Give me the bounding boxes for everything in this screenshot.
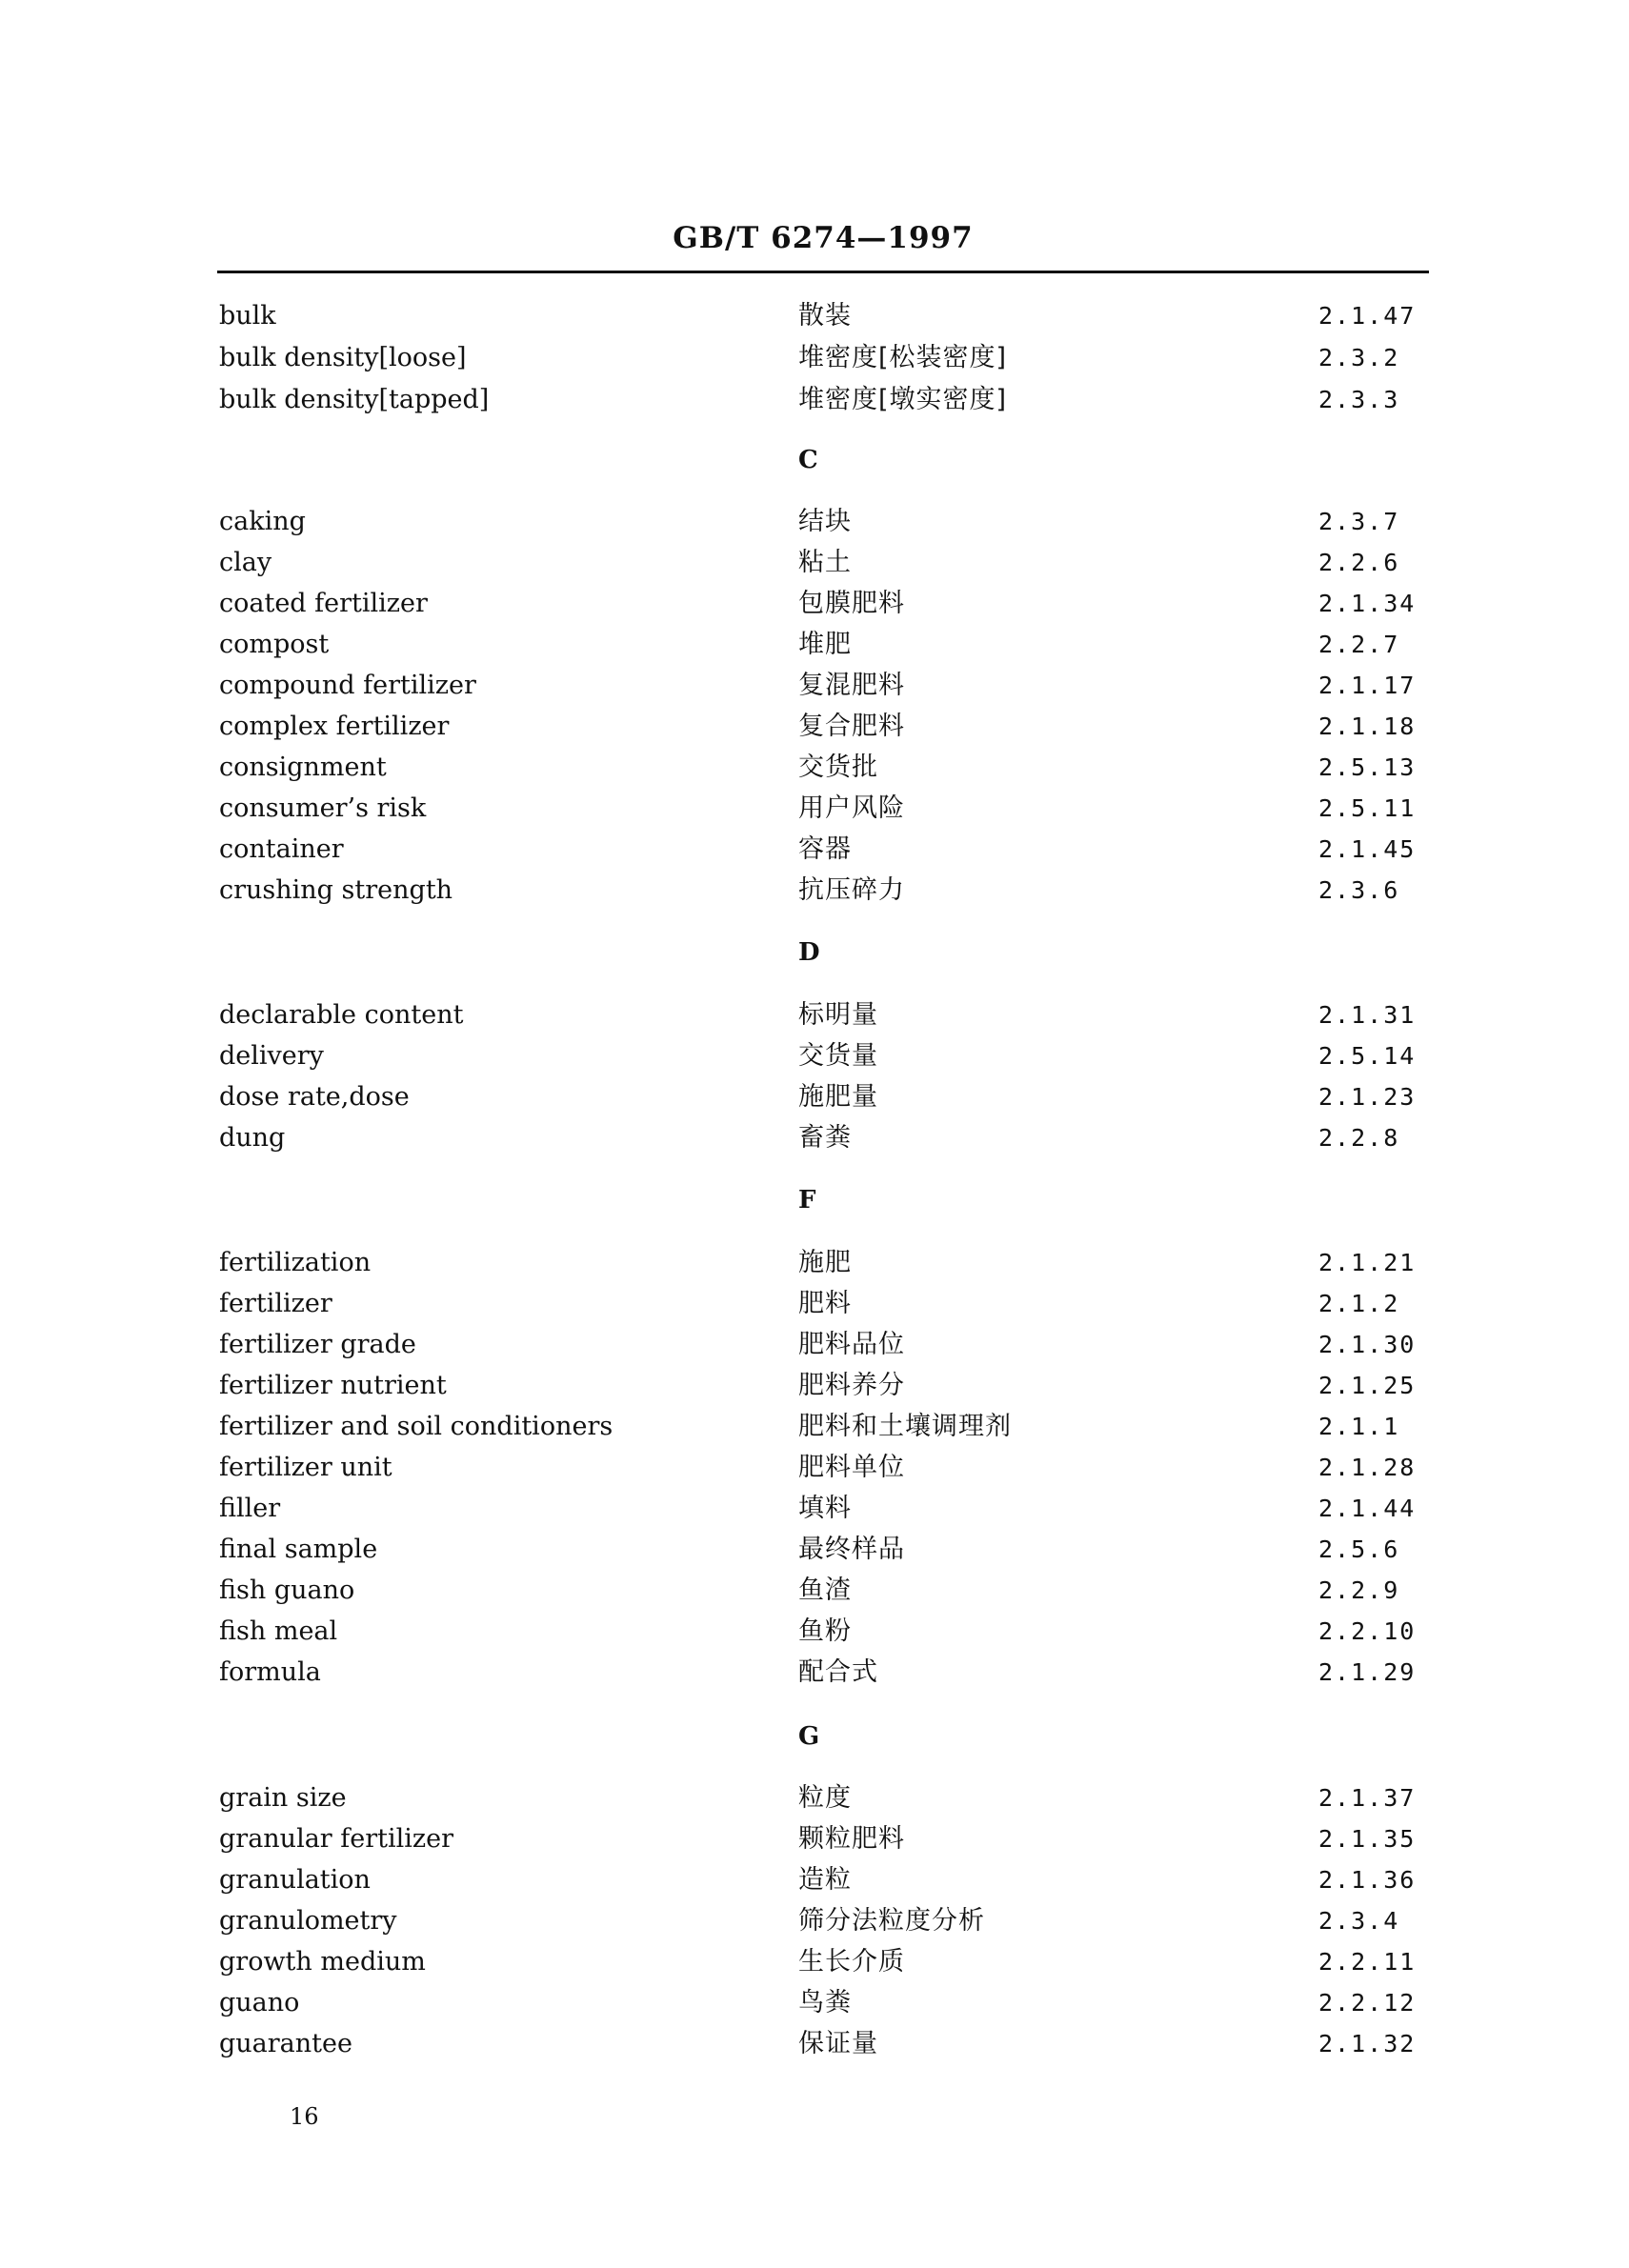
english-term: declarable content xyxy=(219,1000,464,1030)
english-term: formula xyxy=(219,1657,321,1687)
chinese-term: 筛分法粒度分析 xyxy=(798,1906,985,1936)
english-term: fertilizer xyxy=(219,1289,332,1318)
clause-number: 2.3.2 xyxy=(1318,344,1400,371)
section-letter: G xyxy=(798,1722,820,1751)
clause-number: 2.5.11 xyxy=(1318,794,1417,822)
english-term: final sample xyxy=(219,1535,378,1564)
entry-row xyxy=(0,585,1629,623)
clause-number: 2.2.11 xyxy=(1318,1948,1417,1976)
chinese-term: 施肥 xyxy=(798,1248,852,1277)
clause-number: 2.1.17 xyxy=(1318,672,1417,699)
chinese-term: 最终样品 xyxy=(798,1535,905,1564)
clause-number: 2.1.32 xyxy=(1318,2030,1417,2057)
english-term: growth medium xyxy=(219,1947,426,1977)
english-term: dose rate,dose xyxy=(219,1082,410,1112)
english-term: filler xyxy=(219,1494,281,1523)
chinese-term: 堆肥 xyxy=(798,630,852,659)
entry-row xyxy=(0,667,1629,705)
entry-row xyxy=(0,1613,1629,1651)
english-term: fertilizer nutrient xyxy=(219,1371,447,1400)
english-term: caking xyxy=(219,507,306,536)
page-number: 16 xyxy=(290,2103,319,2130)
chinese-term: 交货批 xyxy=(798,753,878,782)
entry-row xyxy=(0,872,1629,910)
clause-number: 2.2.10 xyxy=(1318,1617,1417,1645)
chinese-term: 标明量 xyxy=(798,1000,878,1030)
clause-number: 2.3.3 xyxy=(1318,386,1400,413)
english-term: coated fertilizer xyxy=(219,589,428,618)
chinese-term: 保证量 xyxy=(798,2029,878,2058)
clause-number: 2.5.13 xyxy=(1318,753,1417,781)
chinese-term: 结块 xyxy=(798,507,852,536)
chinese-term: 鸟粪 xyxy=(798,1988,852,2017)
entry-row xyxy=(0,1902,1629,1940)
chinese-term: 鱼渣 xyxy=(798,1576,852,1605)
entry-row xyxy=(0,1779,1629,1817)
entry-row xyxy=(0,1408,1629,1446)
english-term: compost xyxy=(219,630,330,659)
chinese-term: 肥料和土壤调理剂 xyxy=(798,1412,1012,1441)
english-term: bulk xyxy=(219,301,276,331)
chinese-term: 配合式 xyxy=(798,1657,878,1687)
entry-row xyxy=(0,1244,1629,1282)
chinese-term: 用户风险 xyxy=(798,793,905,823)
entry-row xyxy=(0,503,1629,541)
entry-row xyxy=(0,1037,1629,1075)
english-term: fertilizer and soil conditioners xyxy=(219,1412,613,1441)
english-term: guarantee xyxy=(219,2029,352,2058)
clause-number: 2.1.23 xyxy=(1318,1083,1417,1111)
entry-row xyxy=(0,381,1629,419)
entry-row xyxy=(0,749,1629,787)
clause-number: 2.2.6 xyxy=(1318,549,1400,576)
entry-row xyxy=(0,626,1629,664)
clause-number: 2.2.7 xyxy=(1318,631,1400,658)
entry-row xyxy=(0,1861,1629,1899)
entry-row xyxy=(0,1285,1629,1323)
clause-number: 2.1.1 xyxy=(1318,1413,1400,1440)
clause-number: 2.2.12 xyxy=(1318,1989,1417,2017)
clause-number: 2.3.7 xyxy=(1318,508,1400,535)
entry-row xyxy=(0,1490,1629,1528)
chinese-term: 畜粪 xyxy=(798,1123,852,1153)
entry-row xyxy=(0,1078,1629,1116)
clause-number: 2.1.29 xyxy=(1318,1658,1417,1686)
clause-number: 2.1.35 xyxy=(1318,1825,1417,1853)
chinese-term: 肥料养分 xyxy=(798,1371,905,1400)
english-term: fertilizer unit xyxy=(219,1453,392,1482)
clause-number: 2.5.14 xyxy=(1318,1042,1417,1070)
clause-number: 2.1.31 xyxy=(1318,1001,1417,1029)
english-term: container xyxy=(219,834,344,864)
english-term: granulometry xyxy=(219,1906,397,1936)
english-term: consumer’s risk xyxy=(219,793,427,823)
entry-row xyxy=(0,544,1629,582)
chinese-term: 复混肥料 xyxy=(798,671,905,700)
english-term: dung xyxy=(219,1123,286,1153)
clause-number: 2.1.44 xyxy=(1318,1495,1417,1522)
chinese-term: 交货量 xyxy=(798,1041,878,1071)
entry-row xyxy=(0,1984,1629,2022)
chinese-term: 施肥量 xyxy=(798,1082,878,1112)
clause-number: 2.1.36 xyxy=(1318,1866,1417,1894)
chinese-term: 颗粒肥料 xyxy=(798,1824,905,1854)
entry-row xyxy=(0,297,1629,335)
section-letter: C xyxy=(798,446,818,474)
english-term: bulk density[tapped] xyxy=(219,385,490,414)
entry-row xyxy=(0,1449,1629,1487)
clause-number: 2.1.21 xyxy=(1318,1249,1417,1276)
chinese-term: 造粒 xyxy=(798,1865,852,1895)
clause-number: 2.2.9 xyxy=(1318,1576,1400,1604)
entry-row xyxy=(0,1654,1629,1692)
clause-number: 2.1.28 xyxy=(1318,1454,1417,1481)
entry-row xyxy=(0,1367,1629,1405)
english-term: fish guano xyxy=(219,1576,355,1605)
chinese-term: 鱼粉 xyxy=(798,1616,852,1646)
chinese-term: 填料 xyxy=(798,1494,852,1523)
section-letter: D xyxy=(798,938,820,967)
entry-row xyxy=(0,1326,1629,1364)
chinese-term: 肥料单位 xyxy=(798,1453,905,1482)
document-header-title: GB/T 6274—1997 xyxy=(673,221,974,255)
clause-number: 2.2.8 xyxy=(1318,1124,1400,1152)
english-term: granular fertilizer xyxy=(219,1824,454,1854)
english-term: complex fertilizer xyxy=(219,712,450,741)
chinese-term: 肥料 xyxy=(798,1289,852,1318)
header-rule xyxy=(217,271,1429,273)
chinese-term: 粘土 xyxy=(798,548,852,577)
clause-number: 2.3.6 xyxy=(1318,876,1400,904)
entry-row xyxy=(0,708,1629,746)
section-letter: F xyxy=(798,1186,816,1214)
english-term: crushing strength xyxy=(219,875,453,905)
entry-row xyxy=(0,790,1629,828)
entry-row xyxy=(0,831,1629,869)
chinese-term: 堆密度[墩实密度] xyxy=(798,385,1008,414)
clause-number: 2.1.25 xyxy=(1318,1372,1417,1399)
chinese-term: 粒度 xyxy=(798,1783,852,1813)
chinese-term: 生长介质 xyxy=(798,1947,905,1977)
chinese-term: 包膜肥料 xyxy=(798,589,905,618)
entry-row xyxy=(0,1531,1629,1569)
english-term: compound fertilizer xyxy=(219,671,476,700)
clause-number: 2.1.47 xyxy=(1318,302,1417,330)
entry-row xyxy=(0,1943,1629,1981)
english-term: fertilization xyxy=(219,1248,372,1277)
entry-row xyxy=(0,1119,1629,1157)
english-term: fertilizer grade xyxy=(219,1330,416,1359)
english-term: delivery xyxy=(219,1041,324,1071)
chinese-term: 容器 xyxy=(798,834,852,864)
english-term: consignment xyxy=(219,753,387,782)
chinese-term: 散装 xyxy=(798,301,852,331)
english-term: clay xyxy=(219,548,272,577)
english-term: fish meal xyxy=(219,1616,338,1646)
entry-row xyxy=(0,339,1629,377)
clause-number: 2.1.37 xyxy=(1318,1784,1417,1812)
chinese-term: 肥料品位 xyxy=(798,1330,905,1359)
clause-number: 2.1.2 xyxy=(1318,1290,1400,1317)
clause-number: 2.1.30 xyxy=(1318,1331,1417,1358)
clause-number: 2.1.34 xyxy=(1318,590,1417,617)
entry-row xyxy=(0,996,1629,1034)
clause-number: 2.5.6 xyxy=(1318,1535,1400,1563)
entry-row xyxy=(0,1820,1629,1858)
clause-number: 2.1.45 xyxy=(1318,835,1417,863)
entry-row xyxy=(0,2025,1629,2063)
entry-row xyxy=(0,1572,1629,1610)
chinese-term: 抗压碎力 xyxy=(798,875,905,905)
clause-number: 2.1.18 xyxy=(1318,713,1417,740)
english-term: granulation xyxy=(219,1865,371,1895)
clause-number: 2.3.4 xyxy=(1318,1907,1400,1935)
english-term: grain size xyxy=(219,1783,347,1813)
chinese-term: 堆密度[松装密度] xyxy=(798,343,1008,372)
chinese-term: 复合肥料 xyxy=(798,712,905,741)
english-term: guano xyxy=(219,1988,300,2017)
english-term: bulk density[loose] xyxy=(219,343,467,372)
